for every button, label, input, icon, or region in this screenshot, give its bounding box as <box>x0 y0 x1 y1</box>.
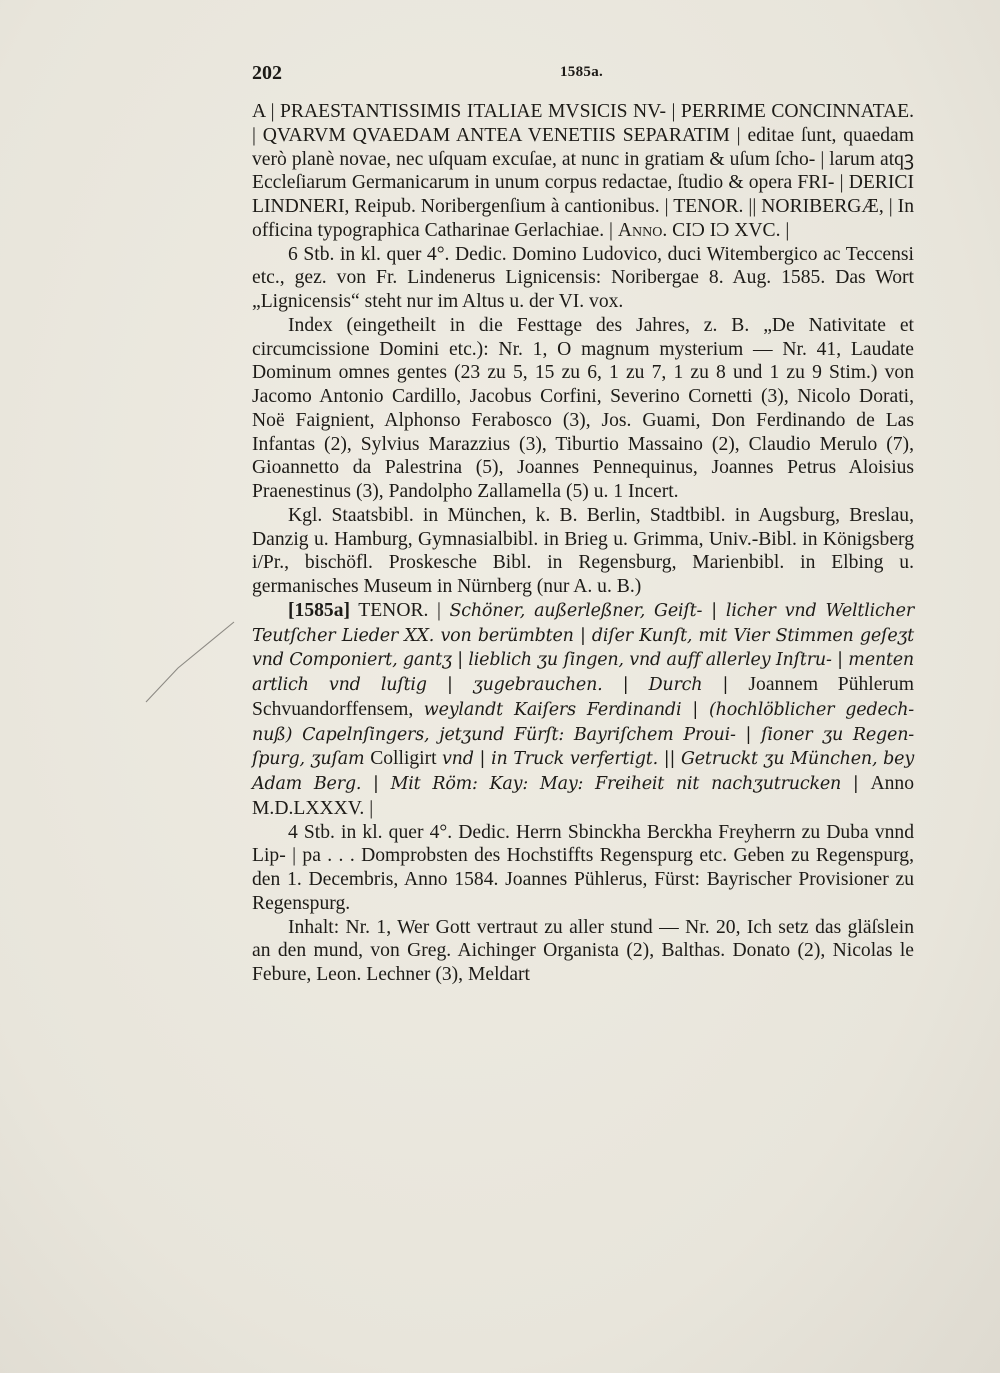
entry2-tenor: TENOR. | <box>350 599 450 621</box>
entry2-latin-2: Colligirt <box>370 748 442 770</box>
pencil-stroke <box>146 622 234 702</box>
page-number: 202 <box>252 62 282 84</box>
entry-title <box>252 100 914 243</box>
entry-libraries: Kgl. Staatsbibl. in München, k. B. Berlin, Stadtbibl. in Augsburg, Breslau, Danzig u. Hamburg, Gymnasialbibl. in Brieg u. Grimma, Univ.-Bibl. in Königsberg i/Pr., bischöfl. Proskesche Bibl. in Regensburg, Marienbibl. in Elbing u. germanisches Museum in Nürnberg (nur A. u. B.) <box>252 504 914 597</box>
entry2-contents: Inhalt: Nr. 1, Wer Gott vertraut zu aller stund — Nr. 20, Ich setz das gläſslein an den mund, von Greg. Aichinger Organista (2), Balthas. Donato (2), Nicolas le Febure, Leon. Lechner (3), Meldart <box>252 916 914 985</box>
entry-title-text: A | PRAESTANTISSIMIS ITALIAE MVSICIS NV- | PERRIME CONCINNATAE. | QVARVM QVAEDAM ANTEA VENETIIS SEPARATIM | editae ſunt, quaedam verò planè novae, nec uſquam excuſae, at nunc in gratiam & uſum ſcho- | larum atqꝫ Eccleſiarum Germanicarum in unum corpus redactae, ſtudio & opera FRI- | DERICI LINDNERI, Reipub. Noribergenſium à cantionibus. | TENOR. || NORIBERGÆ, | In officina typographica Catharinae Gerlachiae. | <box>252 101 914 241</box>
entry2-latin-1: Joannem Pühlerum Schvuandorffensem, <box>252 674 914 720</box>
running-head: 1585a. <box>560 64 604 80</box>
entry-title-end: . CIϽ IϽ XVC. | <box>662 219 790 241</box>
page-body <box>252 100 914 987</box>
entry-description: 6 Stb. in kl. quer 4°. Dedic. Domino Ludovico, duci Witembergico ac Teccensi etc., gez. von Fr. Lindenerus Lignicensis: Noribergae 8. Aug. 1585. Das Wort „Lignicensis“ steht nur im Altus u. der VI. vox. <box>252 243 914 312</box>
entry2-latin-3: Anno M.D.LXXXV. | <box>252 773 914 819</box>
entry2-fraktur-2: weylandt Kaiſers Ferdinandi | (hochlöblicher gedech- nuß) Capelnſingers, jetʒund Fürſt: Bayriſchem Proui- | ſioner ʒu Regen- ſpurg, ʒuſam <box>252 699 914 770</box>
entry2-title <box>252 599 914 821</box>
entry-index: Index (eingetheilt in die Festtage des Jahres, z. B. „De Nativitate et circumcissione Domini etc.): Nr. 1, O magnum mysterium — Nr. 41, Laudate Dominum omnes gentes (23 zu 5, 15 zu 6, 1 zu 7, 1 zu 8 und 1 zu 9 Stim.) von Jacomo Antonio Cardillo, Jacobus Corfini, Severino Cornetti (3), Nicolo Dorati, Noë Faignient, Alphonso Ferabosco (3), Jos. Guami, Don Ferdinando de Las Infantas (2), Sylvius Marazzius (3), Tiburtio Massaino (2), Claudio Merulo (7), Gioannetto da Palestrina (5), Joannes Pennequinus, Joannes Petrus Aloisius Praenestinus (3), Pandolpho Zallamella (5) u. 1 Incert. <box>252 314 914 502</box>
entry2-fraktur-1: Schöner, außerleßner, Geiſt- | licher vnd Weltlicher Teutſcher Lieder XX. von berümbten | diſer Kunſt, mit Vier Stimmen geſeʒt vnd Componiert, gantʒ | lieblich ʒu ſingen, vnd auff allerley Inſtru- | menten artlich vnd luſtig | ʒugebrauchen. | Durch | <box>252 600 914 695</box>
entry2-label: [1585a] <box>288 599 351 621</box>
anno-label: Anno <box>617 219 663 241</box>
entry2-description: 4 Stb. in kl. quer 4°. Dedic. Herrn Sbinckha Berckha Freyherrn zu Duba vnnd Lip- | pa . . . Domprobsten des Hochstiffts Regenspurg etc. Geben zu Regenspurg, den 1. Decembris, Anno 1584. Joannes Pühlerus, Fürst: Bayrischer Provisioner zu Regenspurg. <box>252 821 914 914</box>
page-header <box>252 62 912 86</box>
entry2-fraktur-3: vnd | in Truck verfertigt. || Getruckt ʒu München, bey Adam Berg. | Mit Röm: Kay: May: Freiheit nit nachʒutrucken | <box>252 749 915 794</box>
